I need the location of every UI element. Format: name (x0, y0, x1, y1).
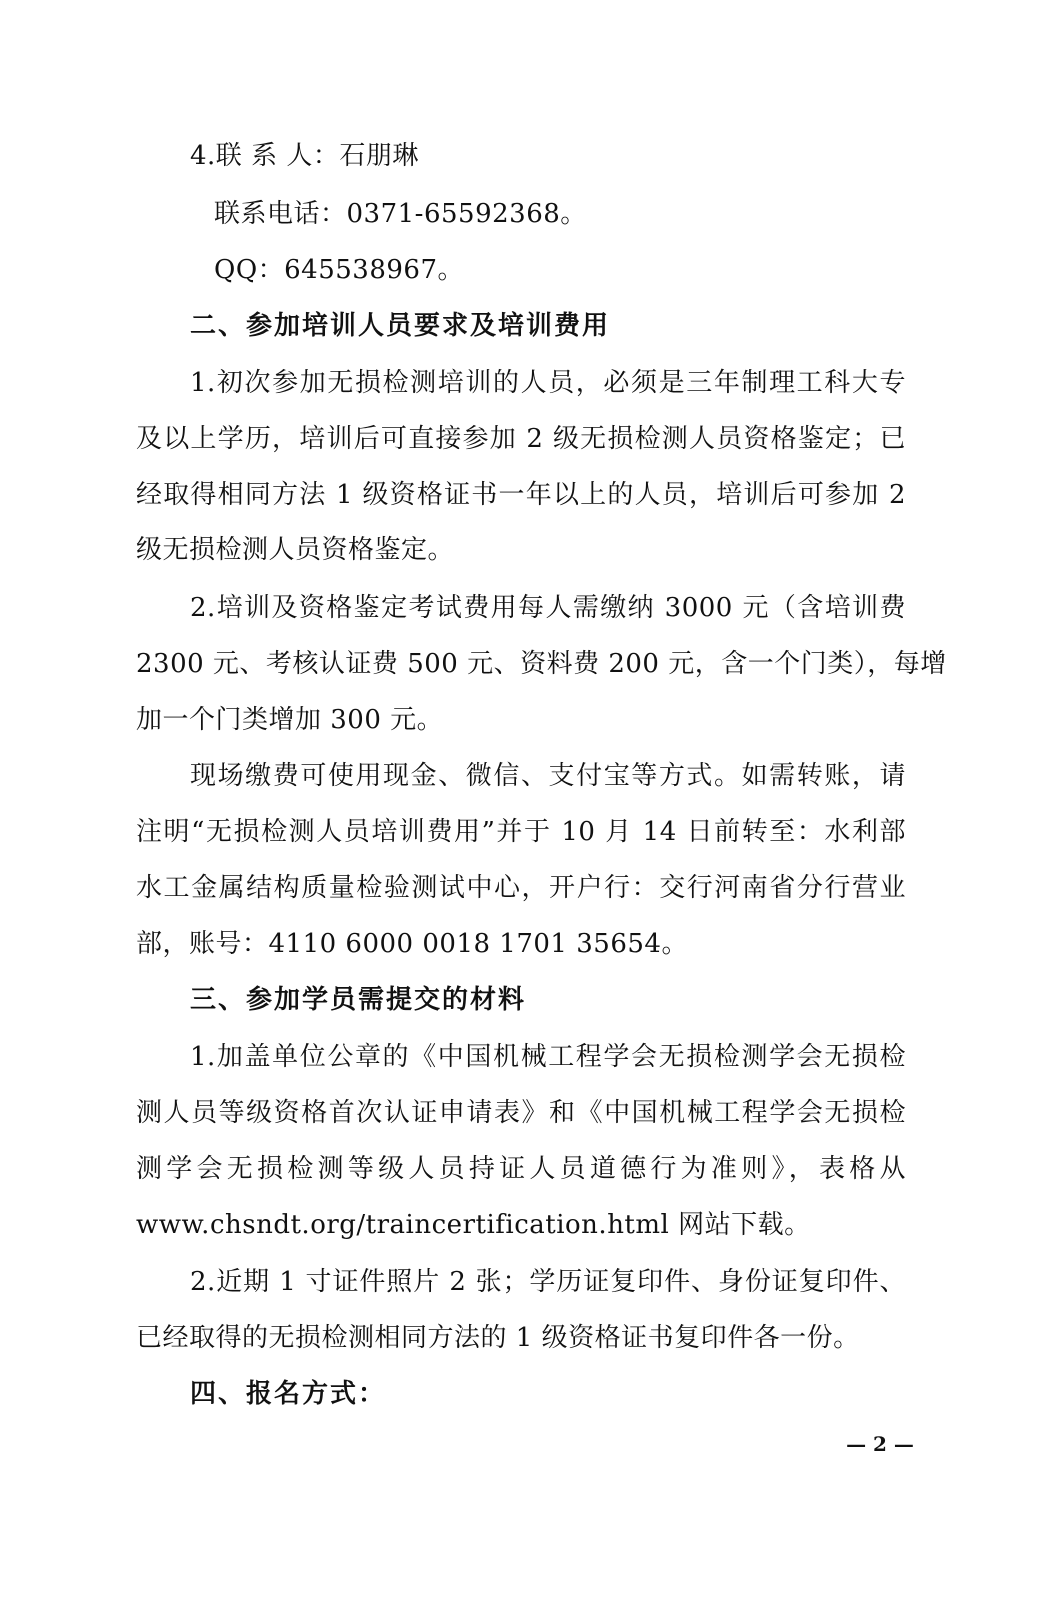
section-2-item-2-line-3: 加一个门类增加 300 元。 (136, 705, 444, 735)
section-3-item-1-line-4: www.chsndt.org/traincertification.html 网站下载。 (136, 1210, 811, 1240)
section-2-item-2-line-2: 2300 元、考核认证费 500 元、资料费 200 元，含一个门类），每增 (136, 649, 947, 679)
section-2-item-1-line-1: 1.初次参加无损检测培训的人员，必须是三年制理工科大专 (190, 368, 906, 398)
section-4-heading: 四、报名方式： (190, 1379, 387, 1409)
section-2-item-1-line-2: 及以上学历，培训后可直接参加 2 级无损检测人员资格鉴定；已 (136, 424, 906, 454)
section-2-item-1-line-4: 级无损检测人员资格鉴定。 (136, 535, 455, 565)
section-3-item-1-line-2: 测人员等级资格首次认证申请表》和《中国机械工程学会无损检 (136, 1098, 906, 1128)
section-2-heading: 二、参加培训人员要求及培训费用 (190, 311, 611, 341)
payment-line-2: 注明“无损检测人员培训费用”并于 10 月 14 日前转至：水利部 (136, 817, 906, 847)
contact-qq: QQ：645538967。 (214, 255, 465, 285)
section-3-item-2-line-2: 已经取得的无损检测相同方法的 1 级资格证书复印件各一份。 (136, 1323, 860, 1353)
payment-line-3: 水工金属结构质量检验测试中心，开户行：交行河南省分行营业 (136, 873, 906, 903)
section-2-item-1-line-3: 经取得相同方法 1 级资格证书一年以上的人员，培训后可参加 2 (136, 480, 906, 510)
contact-phone: 联系电话：0371-65592368。 (214, 199, 587, 229)
section-3-item-1-line-3: 测学会无损检测等级人员持证人员道德行为准则》，表格从 (136, 1154, 906, 1184)
section-2-item-2-line-1: 2.培训及资格鉴定考试费用每人需缴纳 3000 元（含培训费 (190, 593, 906, 623)
payment-line-4: 部，账号：4110 6000 0018 1701 35654。 (136, 929, 688, 959)
payment-line-1: 现场缴费可使用现金、微信、支付宝等方式。如需转账，请 (190, 761, 906, 791)
page-number: — 2 — (846, 1432, 914, 1456)
section-3-item-2-line-1: 2.近期 1 寸证件照片 2 张；学历证复印件、身份证复印件、 (190, 1267, 906, 1297)
section-3-item-1-line-1: 1.加盖单位公章的《中国机械工程学会无损检测学会无损检 (190, 1042, 906, 1072)
section-3-heading: 三、参加学员需提交的材料 (190, 985, 527, 1015)
contact-person: 4.联 系 人：石朋琳 (190, 141, 419, 171)
